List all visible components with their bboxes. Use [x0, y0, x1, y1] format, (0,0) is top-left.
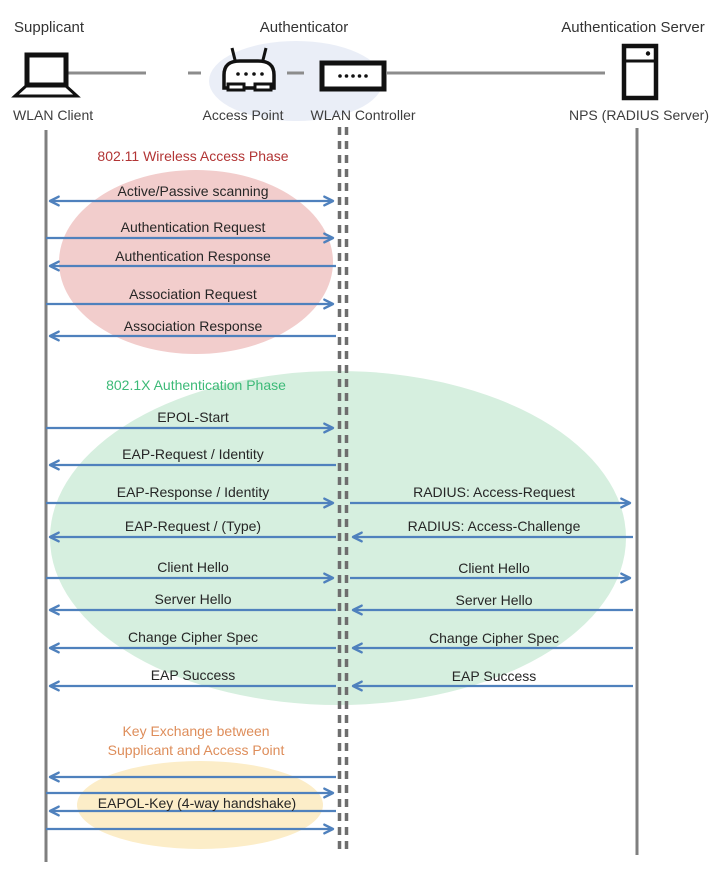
device-nps: NPS (RADIUS Server)	[568, 107, 710, 123]
message-label-radius-access-challenge: RADIUS: Access-Challenge	[407, 518, 581, 534]
message-label-eap-success-right: EAP Success	[451, 668, 537, 684]
message-label-eap-request-identity: EAP-Request / Identity	[122, 446, 264, 462]
message-label-eap-response-identity: EAP-Response / Identity	[116, 484, 270, 500]
phase-title-key-exchange-line2: Supplicant and Access Point	[107, 742, 285, 758]
message-label-epol-start: EPOL-Start	[157, 409, 229, 425]
server-icon	[624, 46, 656, 98]
phase-title-dot1x-auth: 802.1X Authentication Phase	[106, 377, 286, 393]
message-label-active-passive-scanning: Active/Passive scanning	[117, 183, 269, 199]
message-label-authentication-request: Authentication Request	[120, 219, 266, 235]
message-label-change-cipher-spec-right: Change Cipher Spec	[429, 630, 559, 646]
message-label-association-request: Association Request	[129, 286, 257, 302]
role-authenticator: Authenticator	[259, 19, 349, 36]
message-label-server-hello-left: Server Hello	[154, 591, 232, 607]
message-label-eapol-key: EAPOL-Key (4-way handshake)	[97, 795, 297, 811]
message-label-authentication-response: Authentication Response	[115, 248, 271, 264]
phase-title-wireless-access: 802.11 Wireless Access Phase	[97, 148, 289, 164]
message-label-eap-request-type: EAP-Request / (Type)	[124, 518, 262, 534]
laptop-icon	[15, 55, 77, 96]
device-access-point: Access Point	[202, 107, 284, 123]
message-label-client-hello-right: Client Hello	[458, 560, 530, 576]
message-label-eap-success-left: EAP Success	[150, 667, 236, 683]
message-label-association-response: Association Response	[123, 318, 263, 334]
phase-title-key-exchange-line1: Key Exchange between	[122, 723, 270, 739]
message-label-client-hello-left: Client Hello	[157, 559, 229, 575]
device-wlan-client: WLAN Client	[13, 107, 94, 123]
device-wlan-controller: WLAN Controller	[310, 107, 416, 123]
wlan-controller-icon	[322, 63, 384, 89]
message-label-radius-access-request: RADIUS: Access-Request	[413, 484, 575, 500]
role-auth-server: Authentication Server	[561, 19, 705, 36]
message-label-server-hello-right: Server Hello	[455, 592, 533, 608]
message-label-change-cipher-spec-left: Change Cipher Spec	[128, 629, 258, 645]
role-supplicant: Supplicant	[14, 19, 85, 36]
